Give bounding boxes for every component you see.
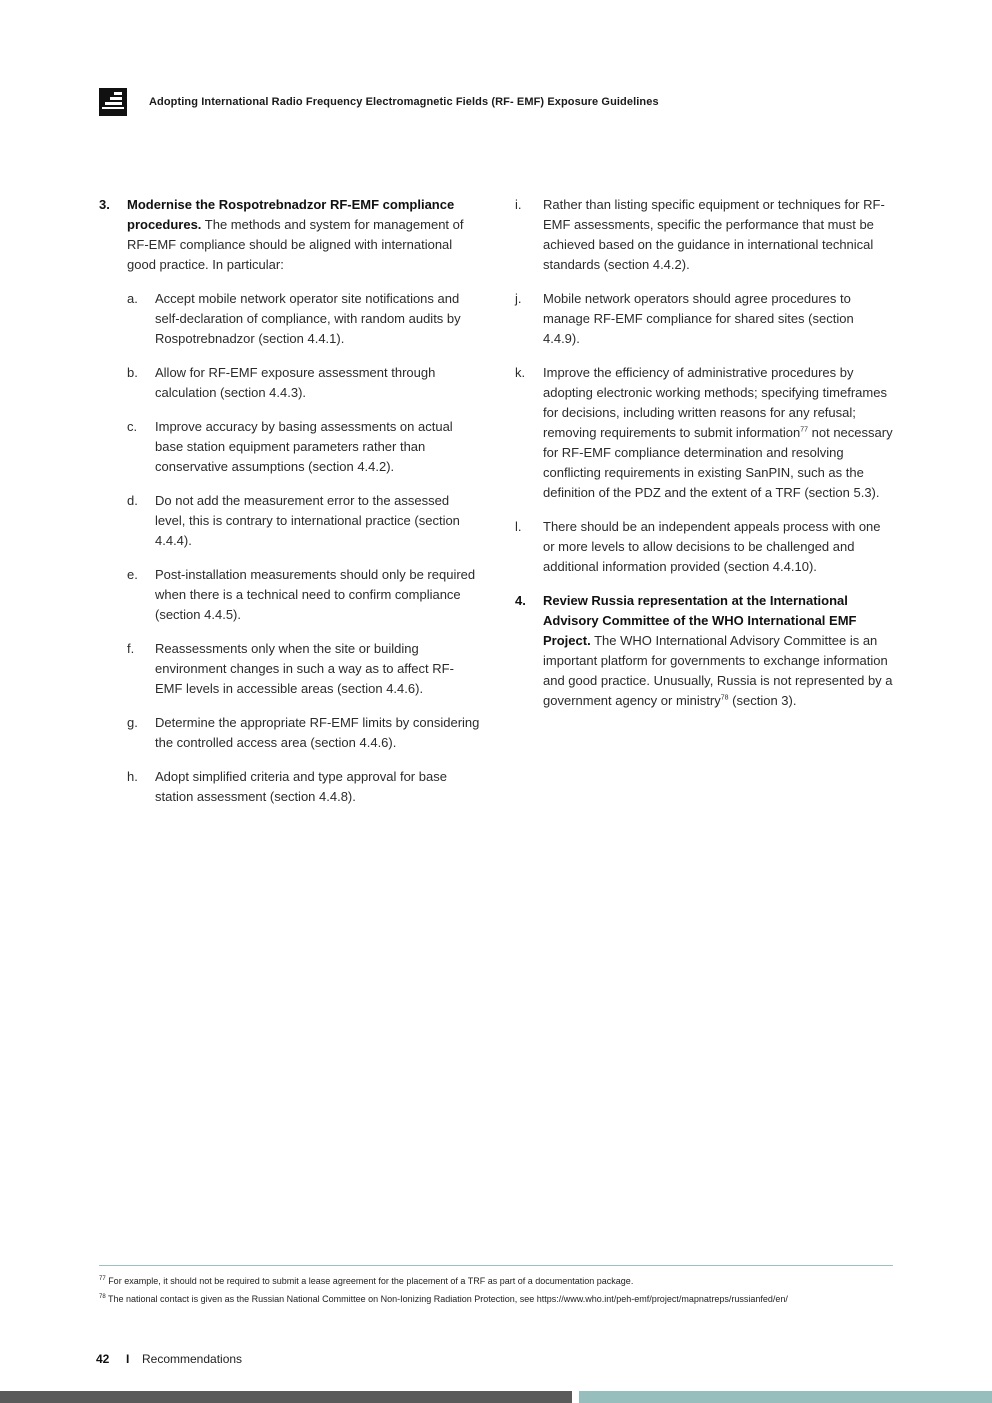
list-text: There should be an independent appeals process with one or more levels to allow decisions to be challenged and additional information provided (section 4.4.10). bbox=[543, 519, 881, 574]
list-item bbox=[127, 713, 481, 753]
list-item bbox=[127, 639, 481, 699]
list-text: Determine the appropriate RF-EMF limits by considering the controlled access area (section 4.4.6). bbox=[155, 715, 480, 750]
item-heading: Modernise the Rospotrebnadzor RF-EMF compliance procedures. bbox=[127, 197, 455, 232]
sub-list bbox=[127, 289, 481, 807]
logo-icon bbox=[99, 88, 127, 116]
footnote-ref[interactable]: 77 bbox=[800, 426, 809, 434]
footnote-ref[interactable]: 78 bbox=[720, 694, 729, 702]
footnote-text: For example, it should not be required to submit a lease agreement for the placement of a TRF as part of a documentation package. bbox=[105, 1276, 634, 1286]
footnote bbox=[99, 1293, 899, 1305]
list-item bbox=[127, 363, 481, 403]
list-item bbox=[127, 289, 481, 349]
footer-bar-teal bbox=[579, 1391, 992, 1403]
footer-separator: I bbox=[126, 1352, 130, 1366]
footnote-number: 77 bbox=[99, 1276, 106, 1282]
list-letter: e. bbox=[127, 567, 138, 582]
item-number: 3. bbox=[99, 197, 110, 212]
recommendation-item-3 bbox=[99, 195, 481, 807]
list-text: Reassessments only when the site or building environment changes in such a way as to affect RF-EMF levels in accessible areas (section 4.4.6). bbox=[155, 641, 454, 696]
list-item bbox=[127, 417, 481, 477]
item-text: The WHO International Advisory Committee is an important platform for governments to exchange information and good practice. Unusually, Russia is not represented by a government agency or ministry bbox=[543, 633, 893, 708]
list-text: Mobile network operators should agree procedures to manage RF-EMF compliance for shared sites (section 4.4.9). bbox=[543, 291, 854, 346]
list-item bbox=[515, 195, 893, 275]
footnote-divider bbox=[99, 1265, 893, 1266]
item-number: 4. bbox=[515, 593, 526, 608]
list-letter: k. bbox=[515, 365, 526, 380]
list-item bbox=[127, 767, 481, 807]
list-item bbox=[515, 363, 893, 503]
list-text: Allow for RF-EMF exposure assessment through calculation (section 4.4.3). bbox=[155, 365, 436, 400]
list-letter: a. bbox=[127, 291, 138, 306]
list-text: Improve accuracy by basing assessments on actual base station equipment parameters rather than conservative assumptions (section 4.4.2). bbox=[155, 419, 453, 474]
list-letter: f. bbox=[127, 641, 135, 656]
footnotes bbox=[99, 1275, 899, 1311]
right-column bbox=[515, 195, 893, 725]
list-text: Rather than listing specific equipment or techniques for RF-EMF assessments, specific the performance that must be achieved based on the guidance in international technical standards (section 4.4.2). bbox=[543, 197, 885, 272]
list-text: Post-installation measurements should only be required when there is a technical need to confirm compliance (section 4.4.5). bbox=[155, 567, 476, 622]
footnote-text: The national contact is given as the Russian National Committee on Non-Ionizing Radiation Protection, see https://www.who.int/peh-emf/project/mapnatreps/russianfed/en/ bbox=[105, 1294, 788, 1304]
item-heading: Review Russia representation at the International Advisory Committee of the WHO International EMF Project. bbox=[543, 593, 857, 648]
recommendation-item-4 bbox=[515, 591, 893, 711]
list-letter: j. bbox=[515, 291, 522, 306]
page-number: 42 bbox=[96, 1352, 110, 1366]
list-text: Accept mobile network operator site notifications and self-declaration of compliance, with random audits by Rospotrebnadzor (section 4.4.1). bbox=[155, 291, 461, 346]
list-letter: i. bbox=[515, 197, 522, 212]
left-column bbox=[99, 195, 481, 821]
list-letter: h. bbox=[127, 769, 138, 784]
list-item bbox=[127, 491, 481, 551]
footnote bbox=[99, 1275, 899, 1287]
list-item bbox=[515, 517, 893, 577]
footnote-number: 78 bbox=[99, 1294, 106, 1300]
footer-bar-dark bbox=[0, 1391, 572, 1403]
item-text: The methods and system for management of RF-EMF compliance should be aligned with international good practice. In particular: bbox=[127, 217, 464, 272]
list-letter: b. bbox=[127, 365, 138, 380]
list-text: Improve the efficiency of administrative procedures by adopting electronic working methods; specifying timeframes for decisions, including written reasons for any refusal; removing requirements to submit information bbox=[543, 365, 887, 440]
list-item bbox=[515, 289, 893, 349]
list-text: Adopt simplified criteria and type approval for base station assessment (section 4.4.8). bbox=[155, 769, 447, 804]
list-letter: d. bbox=[127, 493, 138, 508]
list-letter: g. bbox=[127, 715, 138, 730]
list-text: Do not add the measurement error to the assessed level, this is contrary to international practice (section 4.4.4). bbox=[155, 493, 460, 548]
list-letter: c. bbox=[127, 419, 138, 434]
footer-section-name: Recommendations bbox=[142, 1352, 243, 1366]
list-item bbox=[127, 565, 481, 625]
list-letter: l. bbox=[515, 519, 522, 534]
list-text-continued: not necessary for RF-EMF compliance determination and resolving conflicting requirements in existing SanPIN, such as the definition of the PDZ and the extent of a TRF (section 5.3). bbox=[543, 425, 893, 500]
item-text-continued: (section 3). bbox=[728, 693, 797, 708]
header-title: Adopting International Radio Frequency Electromagnetic Fields (RF- EMF) Exposure Guidelines bbox=[149, 96, 659, 108]
